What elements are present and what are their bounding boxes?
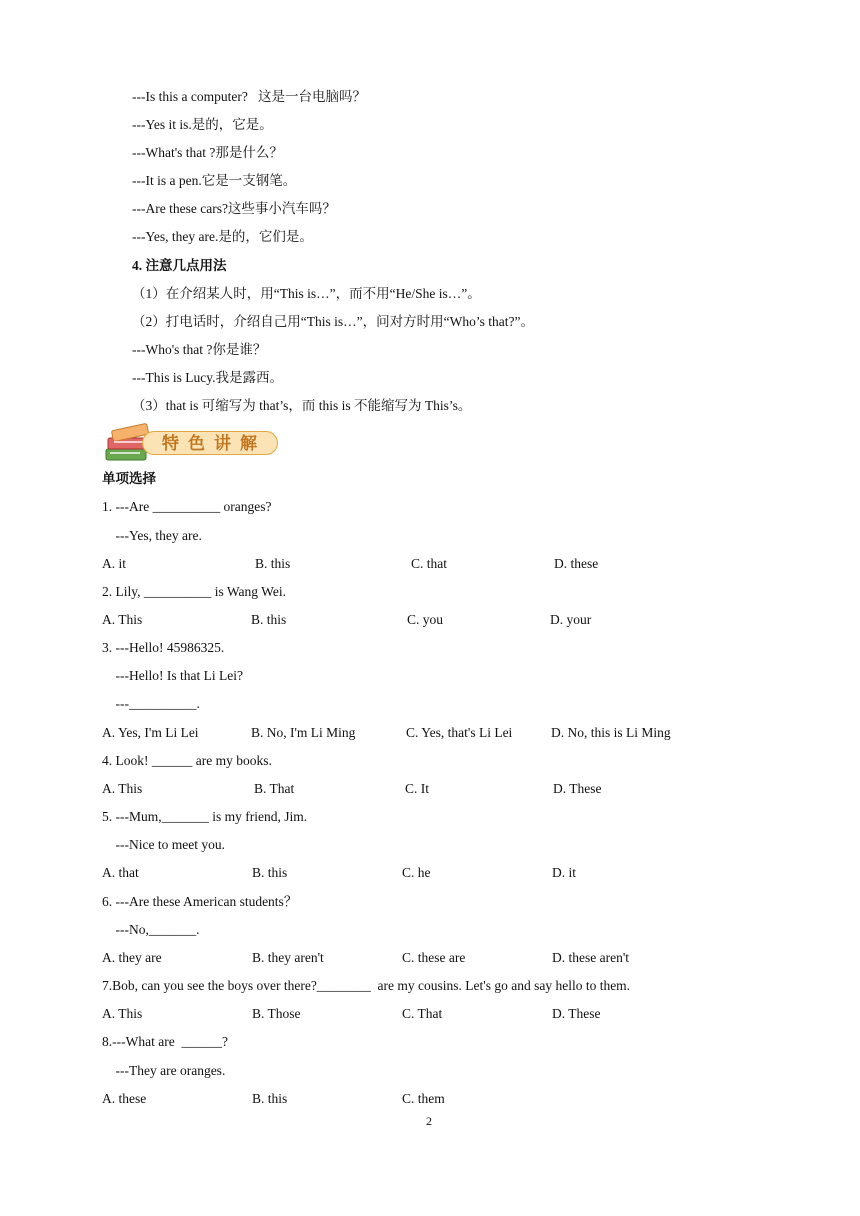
option: A. these [102, 1091, 147, 1106]
option: C. that [411, 556, 447, 571]
option: A. This [102, 781, 143, 796]
option: A. This [102, 612, 143, 627]
example-line: ---Are these cars?这些事小汽车吗？ [132, 201, 336, 216]
option: A. it [102, 556, 127, 571]
question-stem: 7.Bob, can you see the boys over there?________ are my cousins. Let's go and say hello to them. [102, 978, 631, 993]
page-number: 2 [426, 1114, 432, 1128]
option: A. that [102, 865, 139, 880]
option: D. your [550, 612, 592, 627]
question-stem: 3. ---Hello! 45986325. [102, 640, 225, 655]
question-stem: ---__________. [102, 696, 200, 711]
exercise-title: 单项选择 [102, 471, 156, 486]
option: C. them [402, 1091, 445, 1106]
example-line: ---What's that ?那是什么？ [132, 145, 283, 160]
question-stem: 1. ---Are __________ oranges? [102, 499, 272, 514]
option: C. you [407, 612, 444, 627]
usage-note: （2）打电话时，介绍自己用“This is…”，问对方时用“Who’s that?”。 [132, 314, 534, 329]
option: B. this [252, 1091, 288, 1106]
section-heading: 4. 注意几点用法 [132, 258, 227, 273]
option: D. These [552, 1006, 601, 1021]
question-stem: ---Yes, they are. [102, 528, 202, 543]
question-stem: ---They are oranges. [102, 1063, 226, 1078]
example-line: ---It is a pen.它是一支钢笔。 [132, 173, 297, 188]
question-stem: 8.---What are ______? [102, 1034, 228, 1049]
banner-label: 特色讲解 [142, 431, 278, 455]
example-line: ---Yes, they are.是的，它们是。 [132, 229, 313, 244]
question-stem: 5. ---Mum,_______ is my friend, Jim. [102, 809, 308, 824]
option: B. they aren't [252, 950, 324, 965]
option: C. It [405, 781, 430, 796]
question-stem: 2. Lily, __________ is Wang Wei. [102, 584, 286, 599]
usage-note: （3）that is 可缩写为 that’s，而 this is 不能缩写为 This’s。 [132, 398, 472, 413]
option: C. That [402, 1006, 443, 1021]
feature-banner [102, 419, 282, 465]
example-line: ---Is this a computer? 这是一台电脑吗？ [132, 89, 366, 104]
question-stem: 4. Look! ______ are my books. [102, 753, 272, 768]
option: D. it [552, 865, 577, 880]
option: A. This [102, 1006, 143, 1021]
option: D. No, this is Li Ming [551, 725, 671, 740]
option: C. these are [402, 950, 466, 965]
question-stem: ---No,_______. [102, 922, 200, 937]
example-line: ---This is Lucy.我是露西。 [132, 370, 283, 385]
option: D. these aren't [552, 950, 630, 965]
option: B. this [251, 612, 287, 627]
option: B. Those [252, 1006, 301, 1021]
question-stem: ---Hello! Is that Li Lei? [102, 668, 243, 683]
option: B. No, I'm Li Ming [251, 725, 356, 740]
option: A. Yes, I'm Li Lei [102, 725, 199, 740]
option: C. Yes, that's Li Lei [406, 725, 513, 740]
question-stem: 6. ---Are these American students？ [102, 894, 298, 909]
question-stem: ---Nice to meet you. [102, 837, 225, 852]
option: B. this [255, 556, 291, 571]
option: B. this [252, 865, 288, 880]
option: D. these [554, 556, 599, 571]
example-line: ---Who's that ?你是谁？ [132, 342, 267, 357]
example-line: ---Yes it is.是的，它是。 [132, 117, 273, 132]
option: B. That [254, 781, 295, 796]
option: A. they are [102, 950, 162, 965]
option: C. he [402, 865, 431, 880]
usage-note: （1）在介绍某人时，用“This is…”，而不用“He/She is…”。 [132, 286, 481, 301]
option: D. These [553, 781, 602, 796]
